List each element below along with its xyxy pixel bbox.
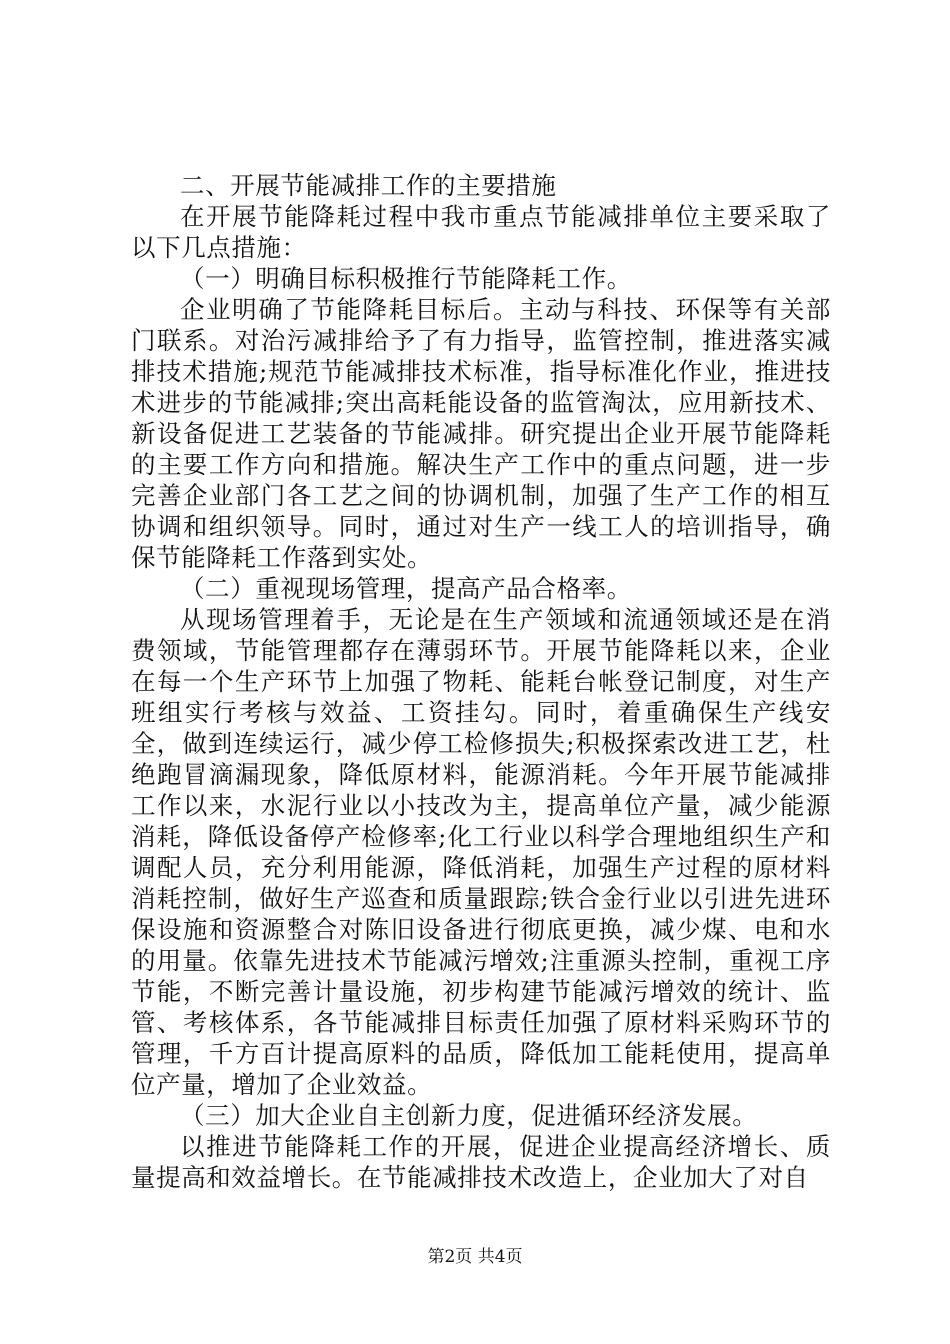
body-paragraph-3: 以推进节能降耗工作的开展，促进企业提高经济增长、质量提高和效益增长。在节能减排技术改造上，企业加大了对自 bbox=[131, 1132, 831, 1192]
page-footer: 第2页 共4页 bbox=[427, 1247, 523, 1267]
body-paragraph-1: 企业明确了节能降耗目标后。主动与科技、环保等有关部门联系。对治污减排给予了有力指导，监管控制，推进落实减排技术措施;规范节能减排技术标准，指导标准化作业，推进技术进步的节能减排;突出高耗能设备的监管淘汰，应用新技术、新设备促进工艺装备的节能减排。研究提出企业开展节能降耗的主要工作方向和措施。解决生产工作中的重点问题，进一步完善企业部门各工艺之间的协调机制，加强了生产工作的相互协调和组织领导。同时，通过对生产一线工人的培训指导，确保节能降耗工作落到实处。 bbox=[131, 295, 831, 572]
body-paragraph-2: 从现场管理着手，无论是在生产领域和流通领域还是在消费领域，节能管理都存在薄弱环节。开展节能降耗以来，企业在每一个生产环节上加强了物耗、能耗台帐登记制度，对生产班组实行考核与效益、工资挂勾。同时，着重确保生产线安全，做到连续运行，减少停工检修损失;积极探索改进工艺，杜绝跑冒滴漏现象，降低原材料，能源消耗。今年开展节能减排工作以来，水泥行业以小技改为主，提高单位产量，减少能源消耗，降低设备停产检修率;化工行业以科学合理地组织生产和调配人员，充分利用能源，降低消耗，加强生产过程的原材料消耗控制，做好生产巡查和质量跟踪;铁合金行业以引进先进环保设施和资源整合对陈旧设备进行彻底更换，减少煤、电和水的用量。依靠先进技术节能减污增效;注重源头控制，重视工序节能，不断完善计量设施，初步构建节能减污增效的统计、监管、考核体系，各节能减排目标责任加强了原材料采购环节的管理，千方百计提高原料的品质，降低加工能耗使用，提高单位产量，增加了企业效益。 bbox=[131, 605, 831, 1099]
section-heading: 二、开展节能减排工作的主要措施 bbox=[180, 171, 557, 200]
subheading-1: （一）明确目标积极推行节能降耗工作。 bbox=[180, 264, 632, 293]
intro-paragraph: 在开展节能降耗过程中我市重点节能减排单位主要采取了以下几点措施： bbox=[131, 202, 831, 262]
document-body bbox=[131, 170, 831, 1193]
subheading-3: （三）加大企业自主创新力度，促进循环经济发展。 bbox=[180, 1101, 758, 1130]
subheading-2: （二）重视现场管理，提高产品合格率。 bbox=[180, 574, 632, 603]
